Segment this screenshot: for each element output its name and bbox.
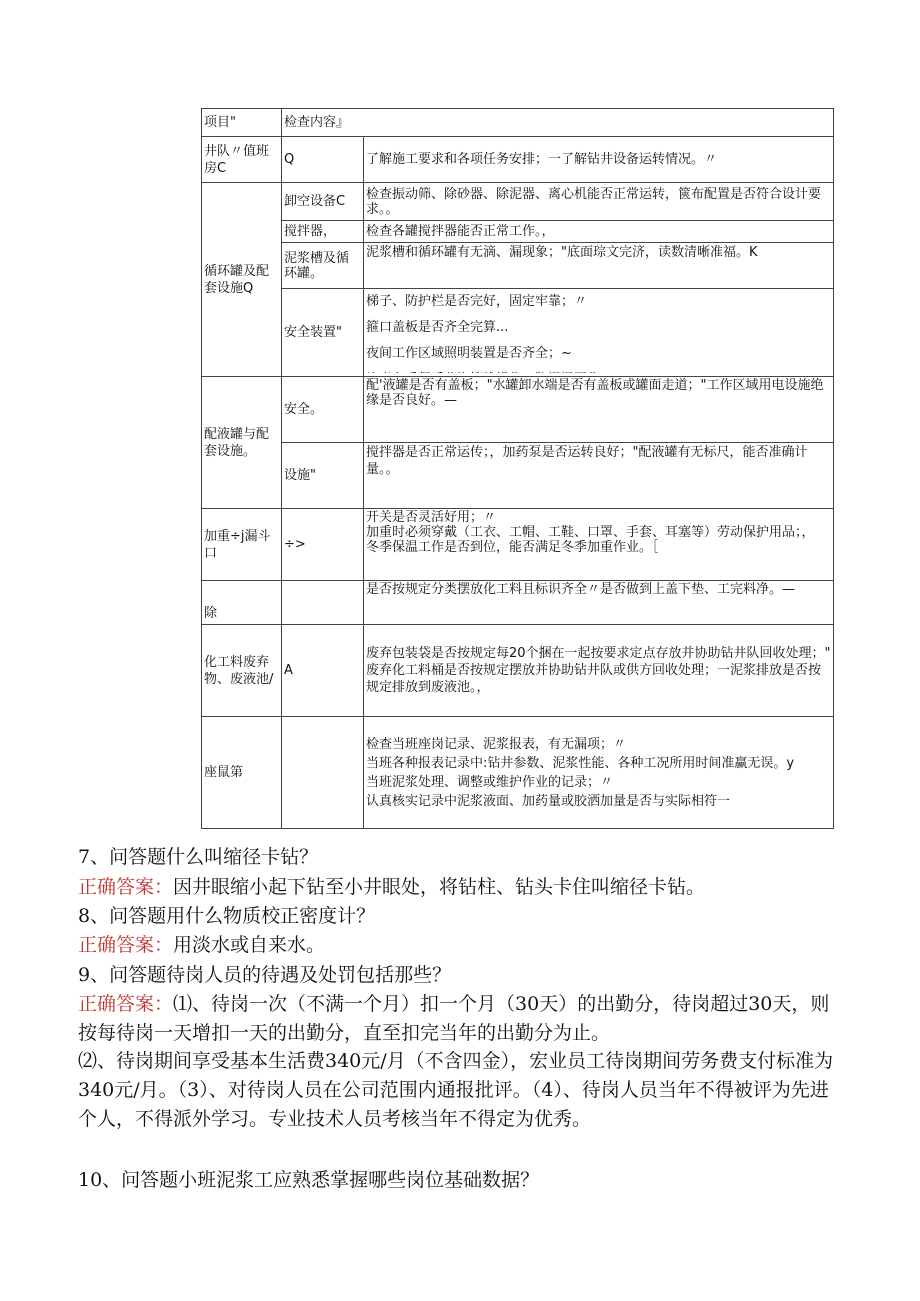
question-7: 7、问答题什么叫缩径卡钻？: [78, 846, 319, 868]
text-line: 当班泥浆处理、调整或维护作业的记录；〃: [366, 774, 614, 790]
row-2d-sub: 安全装置": [282, 289, 364, 377]
row-3b-content: 搅拌器是否正常运传；，加药泵是否运转良好；"配液罐有无标尺，能否准确计量。。: [364, 443, 834, 509]
row-3b-sub: 设施": [282, 443, 364, 509]
row-6-sub: A: [282, 625, 364, 717]
row-6-content: [364, 625, 834, 717]
row-4-content: [364, 509, 834, 581]
row-7-content: [364, 717, 834, 829]
answer-label: 正确答案：: [78, 993, 174, 1015]
text-line: 废弃化工料桶是否按规定摆放并协助钻井队或供方回收处理；一泥浆排放是否按规定排放到废液池。，: [366, 663, 822, 695]
row-2b-sub: 搅拌器，: [282, 221, 364, 243]
answer-text: ⑴、待岗一次（不满一个月）扣一个月（30天）的出勤分，待岗超过30天，则按每待岗一天增扣一天的出勤分，直至扣完当年的出勤分为止。: [78, 993, 830, 1044]
row-3a-content: 配'液罐是否有盖板；"水罐卸水端是否有盖板或罐面走道；"工作区域用电设施绝缘是否良好。—: [364, 377, 834, 443]
text-line: [366, 367, 831, 373]
text-line: 冬季保温工作是否到位，能否满足冬季加重作业。［: [366, 540, 659, 555]
text-line: 开关是否灵活好用；〃: [366, 510, 497, 525]
text-line: 检查当班座岗记录、泥浆报表，有无漏项；〃: [366, 736, 627, 752]
row-3a-sub: 安全。: [282, 377, 364, 443]
header-item: 项目": [202, 109, 282, 137]
row-2a-content: 检查振动筛、除砂器、除泥器、离心机能否正常运转，篋布配置是否符合设计要求。。: [364, 183, 834, 221]
answer-9: [78, 990, 838, 1048]
answer-label: 正确答案：: [78, 876, 174, 898]
answer-8: [78, 931, 848, 960]
text-line: 加重时必须穿戴（工衣、工帽、工鞋、口罩、手套、耳塞等）劳动保护用品；，: [366, 525, 815, 540]
row-4-item: 加重÷j漏斗口: [202, 509, 282, 581]
row-5-item: 除: [202, 581, 282, 625]
answer-label: 正确答案：: [78, 934, 174, 956]
text-line: 梯子、防护栏是否完好，固定牢靠；〃: [366, 294, 588, 309]
row-1-item: 井队〃值班房C: [202, 137, 282, 183]
row-2c-sub: 泥浆槽及循环罐。: [282, 243, 364, 289]
answer-9-part2: ⑵、待岗期间享受基本生活费340元/月（不含四金），宏业员工待岗期间劳务费支付标准为340元/月。（3）、对待岗人员在公司范围内通报批评。（4）、待岗人员当年不得被评为先进个人，不得派外学习。专业技术人员考核当年不得定为优秀。: [78, 1050, 834, 1130]
row-4-sub: ÷>: [282, 509, 364, 581]
row-7-item: 座鼠第: [202, 717, 282, 829]
text-line: 废弃包装袋是否按规定每20个捆在一起按要求定点存放并协助钻井队回收处理；": [366, 646, 831, 661]
header-content: 检查内容』: [282, 109, 834, 137]
row-5-content: 是否按规定分类摆放化工料且标识齐全〃是否做到上盖下垫、工完料净。—: [364, 581, 834, 625]
row-7-sub: [282, 717, 364, 829]
question-9: 9、问答题待岗人员的待遇及处罚包括那些？: [78, 964, 452, 986]
row-2d-content: [364, 289, 834, 377]
row-5-sub: [282, 581, 364, 625]
answer-7: [78, 873, 848, 902]
question-10: 10、问答题小班泥浆工应熟悉掌握哪些岗位基础数据？: [78, 1169, 540, 1191]
row-1-content: 了解施工要求和各项任务安排；一了解钻井设备运转情况。〃: [364, 137, 834, 183]
question-8: 8、问答题用什么物质校正密度计？: [78, 905, 376, 927]
text-line: 认真核实记录中泥浆液面、加药量或胶洒加量是否与实际相符一: [366, 793, 731, 809]
row-2a-sub: 卸空设备C: [282, 183, 364, 221]
text-line: 箍口盖板是否齐全完算...: [366, 320, 509, 335]
row-2c-content: 泥浆槽和循环罐有无滴、漏现象；"底面琮文完济，读数清晰准福。K: [364, 243, 834, 289]
answer-text: 用淡水或自来水。: [173, 934, 326, 956]
row-1-sub: Q: [282, 137, 364, 183]
text-line: 当班各种报表记录中:钻井参数、泥浆性能、各种工况所用时间准赢无误。y: [366, 755, 795, 771]
row-2b-content: 检查各罐搅拌器能否正常工作。，: [364, 221, 834, 243]
text-line: 夜间工作区域照明装置是否齐全；~: [366, 346, 572, 361]
row-6-item: 化工料废弃物、废液池/: [202, 625, 282, 717]
inspection-table: [201, 108, 834, 829]
row-2-item: 循环罐及配套设施Q: [202, 183, 282, 377]
row-3-item: 配液罐与配套设施。: [202, 377, 282, 509]
answer-text: 因井眼缩小起下钻至小井眼处，将钻柱、钻头卡住叫缩径卡钻。: [173, 876, 706, 898]
